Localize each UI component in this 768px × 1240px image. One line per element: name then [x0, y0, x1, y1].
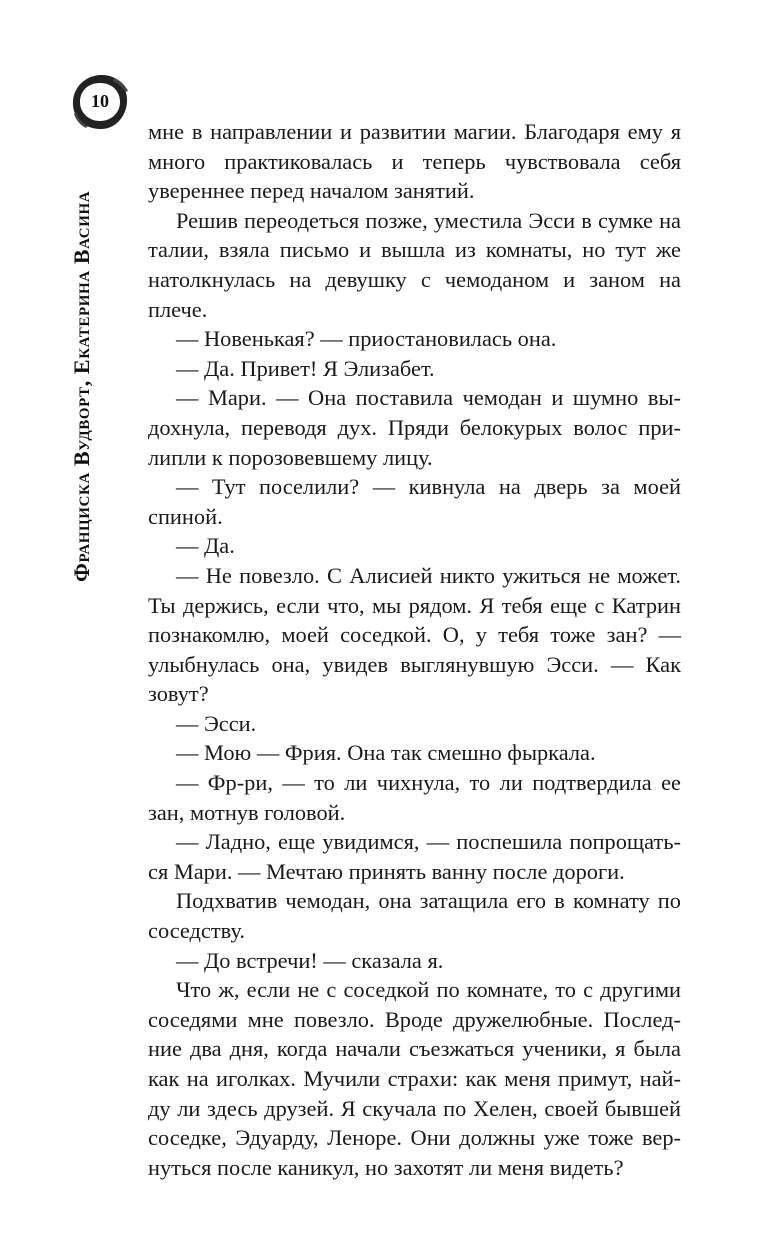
- paragraph: — Эсси.: [176, 710, 257, 736]
- paragraph: — Да. Привет! Я Элизабет.: [176, 355, 435, 381]
- paragraph: — Мою — Фрия. Она так смешно фыркала.: [176, 740, 596, 766]
- paragraph: мне в направлении и развитии магии. Благодаря ему я много практиковалась и теперь чувствовала себя увереннее перед началом занятий.: [148, 119, 681, 204]
- paragraph: Решив переодеться позже, уместила Эсси в сумке на талии, взяла письмо и вышла из комнаты, но тут же натолкнулась на девушку с чемоданом и заном на плече.: [148, 207, 681, 322]
- paragraph: — Тут поселили? — кивнула на дверь за моей спиной.: [148, 474, 681, 529]
- body-text: [148, 117, 681, 1182]
- paragraph: Подхватив чемодан, она затащила его в комнату по соседству.: [148, 888, 681, 944]
- page-number: 10: [91, 91, 109, 111]
- paragraph: — Фр-ри, — то ли чихнула, то ли подтвердила ее зан, мотнув головой.: [148, 770, 681, 825]
- paragraph: — До встречи! — сказала я.: [176, 947, 444, 973]
- paragraph: — Не повезло. С Алисией никто ужиться не может. Ты держись, если что, мы рядом. Я тебя еще с Катрин познакомлю, моей соседкой. О, у тебя тоже зан? — улыбнулась она, увидев выглянувшую Эсси. — Как зовут?: [148, 562, 681, 707]
- paragraph: — Ладно, еще увидимся, — поспешила попрощаться Мари. — Мечтаю принять ванну после дороги.: [148, 829, 681, 884]
- paragraph: — Мари. — Она поставила чемодан и шумно выдохнула, переводя дух. Пряди белокурых волос прилипли к порозовевшему лицу.: [148, 385, 681, 470]
- paragraph: — Да.: [176, 533, 235, 559]
- running-head: Франциска Вудворт, Екатерина Васина: [69, 190, 94, 582]
- paragraph: — Новенькая? — приостановилась она.: [176, 326, 557, 352]
- page-number-badge: [68, 70, 132, 134]
- paragraph: Что ж, если не с соседкой по комнате, то с другими соседями мне повезло. Вроде дружелюбные. Последние два дня, когда начали съезжаться ученики, я была как на иголках. Мучили страхи: как меня примут, найду ли здесь друзей. Я скучала по Хелен, своей бывшей соседке, Эдуарду, Леноре. Они должны уже тоже вернуться после каникул, но захотят ли меня видеть?: [148, 977, 681, 1180]
